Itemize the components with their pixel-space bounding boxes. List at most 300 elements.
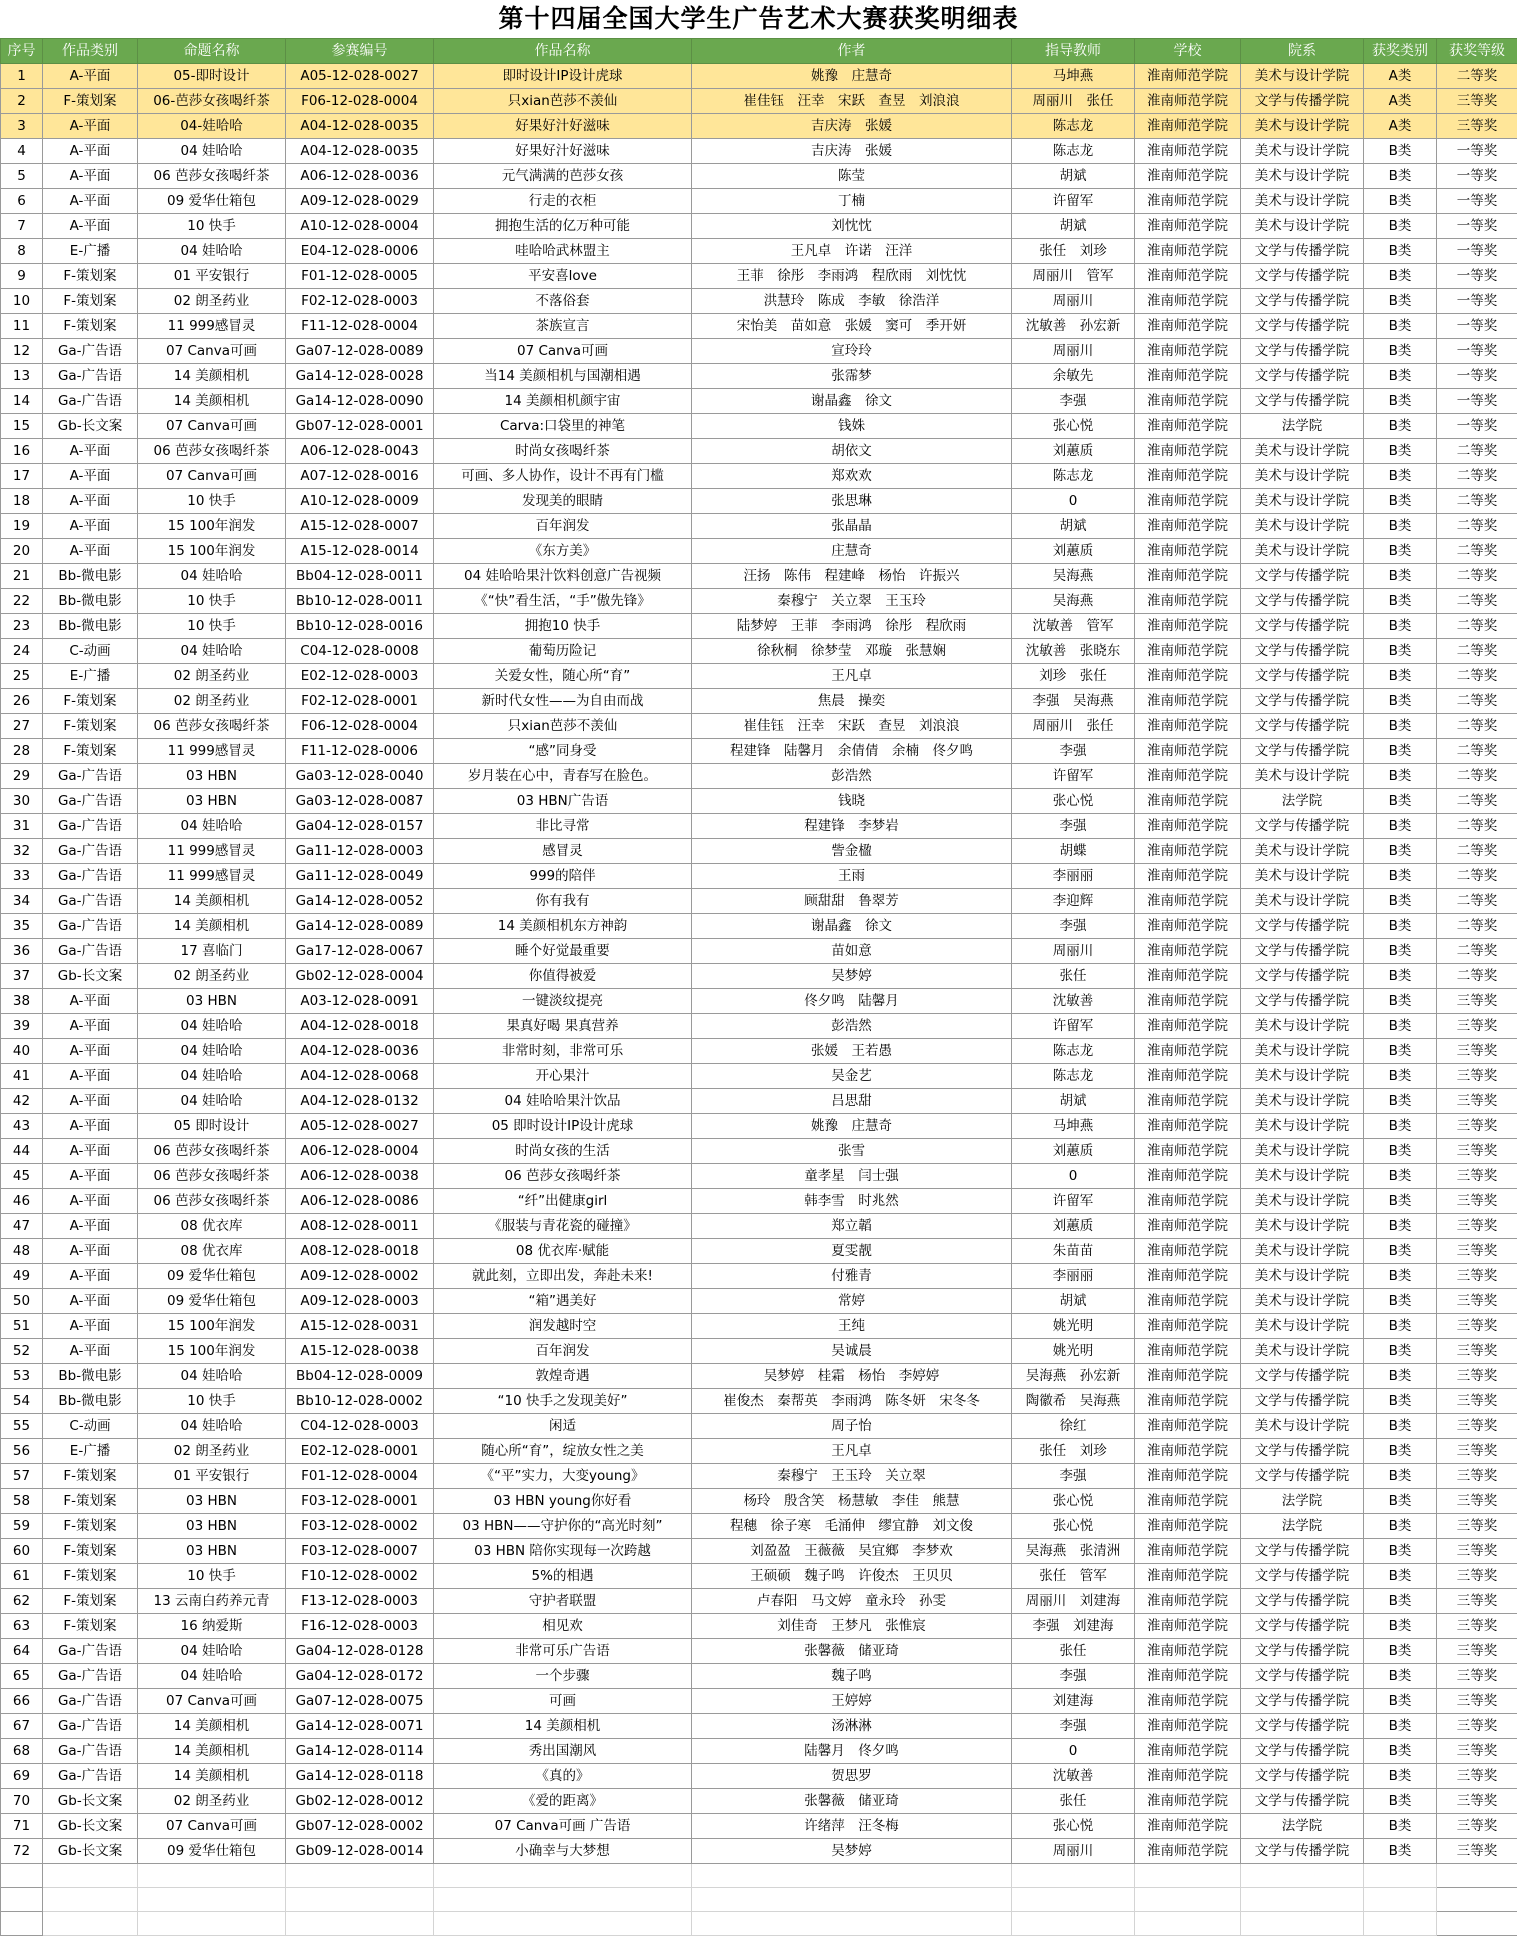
cell-entry-id[interactable]: Bb10-12-028-0016 — [286, 614, 434, 639]
cell-department[interactable]: 美术与设计学院 — [1241, 1114, 1364, 1139]
cell-index[interactable]: 22 — [1, 589, 43, 614]
cell-advisor[interactable]: 张心悦 — [1012, 1514, 1135, 1539]
cell-entry-id[interactable]: A05-12-028-0027 — [286, 64, 434, 89]
cell-entry-id[interactable]: A03-12-028-0091 — [286, 989, 434, 1014]
header-cell-award-level[interactable]: 获奖等级 — [1437, 39, 1517, 64]
cell-award-class[interactable]: B类 — [1364, 1614, 1437, 1639]
cell-advisor[interactable]: 李强 刘建海 — [1012, 1614, 1135, 1639]
cell-category[interactable]: F-策划案 — [43, 1489, 138, 1514]
cell-authors[interactable]: 王硕硕 魏子鸣 许俊杰 王贝贝 — [692, 1564, 1012, 1589]
cell-school[interactable]: 淮南师范学院 — [1135, 239, 1241, 264]
cell-advisor[interactable]: 刘建海 — [1012, 1689, 1135, 1714]
cell-school[interactable]: 淮南师范学院 — [1135, 114, 1241, 139]
cell-school[interactable]: 淮南师范学院 — [1135, 289, 1241, 314]
cell-school[interactable]: 淮南师范学院 — [1135, 1789, 1241, 1814]
cell-index[interactable]: 29 — [1, 764, 43, 789]
cell-award-class[interactable]: B类 — [1364, 689, 1437, 714]
cell-school[interactable]: 淮南师范学院 — [1135, 1589, 1241, 1614]
cell-award-class[interactable]: B类 — [1364, 639, 1437, 664]
cell-work-name[interactable]: 关爱女性，随心所“育” — [434, 664, 692, 689]
cell-award-class[interactable]: B类 — [1364, 1564, 1437, 1589]
cell-entry-id[interactable]: E04-12-028-0006 — [286, 239, 434, 264]
cell-advisor[interactable]: 李强 吴海燕 — [1012, 689, 1135, 714]
cell-award-level[interactable]: 二等奖 — [1437, 889, 1517, 914]
cell-award-class[interactable]: A类 — [1364, 89, 1437, 114]
cell-advisor[interactable]: 周丽川 刘建海 — [1012, 1589, 1135, 1614]
cell-department[interactable]: 文学与传播学院 — [1241, 664, 1364, 689]
cell-work-name[interactable]: 一键淡纹提亮 — [434, 989, 692, 1014]
cell-category[interactable]: A-平面 — [43, 1114, 138, 1139]
cell-entry-id[interactable]: F03-12-028-0007 — [286, 1539, 434, 1564]
cell-school[interactable]: 淮南师范学院 — [1135, 564, 1241, 589]
cell-department[interactable]: 美术与设计学院 — [1241, 1289, 1364, 1314]
cell-award-class[interactable]: B类 — [1364, 914, 1437, 939]
cell-entry-id[interactable]: Bb10-12-028-0011 — [286, 589, 434, 614]
cell-category[interactable]: A-平面 — [43, 539, 138, 564]
cell-index[interactable]: 62 — [1, 1589, 43, 1614]
cell-advisor[interactable]: 许留军 — [1012, 1189, 1135, 1214]
cell-department[interactable]: 法学院 — [1241, 1814, 1364, 1839]
cell-award-level[interactable]: 二等奖 — [1437, 514, 1517, 539]
cell-award-level[interactable]: 三等奖 — [1437, 1714, 1517, 1739]
cell-advisor[interactable]: 李强 — [1012, 1664, 1135, 1689]
cell-work-name[interactable]: 当14 美颜相机与国潮相遇 — [434, 364, 692, 389]
cell-entry-id[interactable]: A06-12-028-0038 — [286, 1164, 434, 1189]
cell-authors[interactable]: 吴梦婷 — [692, 964, 1012, 989]
cell-topic[interactable]: 09 爱华仕箱包 — [138, 1264, 286, 1289]
cell-index[interactable]: 66 — [1, 1689, 43, 1714]
cell-award-class[interactable]: B类 — [1364, 1439, 1437, 1464]
cell-category[interactable]: A-平面 — [43, 214, 138, 239]
cell-work-name[interactable]: 闲适 — [434, 1414, 692, 1439]
cell-category[interactable]: A-平面 — [43, 1189, 138, 1214]
cell-award-level[interactable]: 三等奖 — [1437, 1839, 1517, 1864]
cell-department[interactable]: 文学与传播学院 — [1241, 1689, 1364, 1714]
cell-department[interactable]: 美术与设计学院 — [1241, 764, 1364, 789]
cell-category[interactable]: Gb-长文案 — [43, 414, 138, 439]
cell-advisor[interactable]: 张任 — [1012, 964, 1135, 989]
cell-work-name[interactable]: 秀出国潮风 — [434, 1739, 692, 1764]
cell-work-name[interactable]: 百年润发 — [434, 1339, 692, 1364]
cell-work-name[interactable]: 拥抱10 快手 — [434, 614, 692, 639]
cell-category[interactable]: A-平面 — [43, 1239, 138, 1264]
cell-work-name[interactable]: “10 快手之发现美好” — [434, 1389, 692, 1414]
cell-entry-id[interactable]: Ga03-12-028-0087 — [286, 789, 434, 814]
cell-authors[interactable]: 程建锋 陆馨月 余倩倩 余楠 佟夕鸣 — [692, 739, 1012, 764]
cell-authors[interactable]: 杨玲 殷含笑 杨慧敏 李佳 熊慧 — [692, 1489, 1012, 1514]
cell-advisor[interactable]: 胡蝶 — [1012, 839, 1135, 864]
cell-award-class[interactable]: B类 — [1364, 589, 1437, 614]
cell-advisor[interactable]: 朱苗苗 — [1012, 1239, 1135, 1264]
cell-authors[interactable]: 谢晶鑫 徐文 — [692, 389, 1012, 414]
cell-award-class[interactable]: B类 — [1364, 439, 1437, 464]
cell-index[interactable]: 6 — [1, 189, 43, 214]
cell-award-class[interactable]: B类 — [1364, 164, 1437, 189]
cell-work-name[interactable]: 《真的》 — [434, 1764, 692, 1789]
cell-work-name[interactable]: 润发越时空 — [434, 1314, 692, 1339]
cell-award-class[interactable]: B类 — [1364, 289, 1437, 314]
cell-award-class[interactable]: B类 — [1364, 1414, 1437, 1439]
cell-work-name[interactable]: Carva:口袋里的神笔 — [434, 414, 692, 439]
cell-entry-id[interactable]: A08-12-028-0018 — [286, 1239, 434, 1264]
cell-authors[interactable]: 张媛 王若愚 — [692, 1039, 1012, 1064]
cell-award-class[interactable]: B类 — [1364, 414, 1437, 439]
cell-advisor[interactable]: 陈志龙 — [1012, 114, 1135, 139]
cell-work-name[interactable]: 就此刻，立即出发，奔赴未来! — [434, 1264, 692, 1289]
cell-work-name[interactable]: 14 美颜相机东方神韵 — [434, 914, 692, 939]
cell-work-name[interactable]: 时尚女孩的生活 — [434, 1139, 692, 1164]
cell-award-level[interactable]: 三等奖 — [1437, 1489, 1517, 1514]
cell-topic[interactable]: 11 999感冒灵 — [138, 839, 286, 864]
cell-award-level[interactable]: 三等奖 — [1437, 1239, 1517, 1264]
cell-category[interactable]: A-平面 — [43, 1139, 138, 1164]
empty-cell[interactable] — [692, 1864, 1012, 1888]
cell-department[interactable]: 文学与传播学院 — [1241, 964, 1364, 989]
cell-work-name[interactable]: 茶族宣言 — [434, 314, 692, 339]
cell-advisor[interactable]: 0 — [1012, 489, 1135, 514]
cell-topic[interactable]: 15 100年润发 — [138, 539, 286, 564]
cell-advisor[interactable]: 周丽川 — [1012, 939, 1135, 964]
cell-category[interactable]: Ga-广告语 — [43, 1689, 138, 1714]
cell-authors[interactable]: 王雨 — [692, 864, 1012, 889]
cell-category[interactable]: F-策划案 — [43, 1564, 138, 1589]
cell-department[interactable]: 美术与设计学院 — [1241, 1214, 1364, 1239]
cell-department[interactable]: 文学与传播学院 — [1241, 1589, 1364, 1614]
cell-index[interactable]: 18 — [1, 489, 43, 514]
cell-advisor[interactable]: 李丽丽 — [1012, 864, 1135, 889]
cell-advisor[interactable]: 张任 刘珍 — [1012, 1439, 1135, 1464]
cell-authors[interactable]: 庄慧奇 — [692, 539, 1012, 564]
empty-cell[interactable] — [1, 1912, 43, 1936]
cell-work-name[interactable]: 非比寻常 — [434, 814, 692, 839]
cell-category[interactable]: Ga-广告语 — [43, 389, 138, 414]
cell-index[interactable]: 19 — [1, 514, 43, 539]
cell-topic[interactable]: 04 娃哈哈 — [138, 139, 286, 164]
cell-department[interactable]: 文学与传播学院 — [1241, 89, 1364, 114]
cell-topic[interactable]: 06 芭莎女孩喝纤茶 — [138, 714, 286, 739]
cell-advisor[interactable]: 胡斌 — [1012, 164, 1135, 189]
cell-authors[interactable]: 童孝星 闫士强 — [692, 1164, 1012, 1189]
cell-award-level[interactable]: 二等奖 — [1437, 489, 1517, 514]
cell-work-name[interactable]: 03 HBN 陪你实现每一次跨越 — [434, 1539, 692, 1564]
cell-school[interactable]: 淮南师范学院 — [1135, 1814, 1241, 1839]
cell-index[interactable]: 61 — [1, 1564, 43, 1589]
cell-category[interactable]: Ga-广告语 — [43, 339, 138, 364]
cell-authors[interactable]: 许绪萍 汪冬梅 — [692, 1814, 1012, 1839]
cell-authors[interactable]: 刘佳奇 王梦凡 张惟宸 — [692, 1614, 1012, 1639]
empty-cell[interactable] — [1364, 1912, 1437, 1936]
cell-advisor[interactable]: 陈志龙 — [1012, 1039, 1135, 1064]
cell-work-name[interactable]: 小确幸与大梦想 — [434, 1839, 692, 1864]
cell-school[interactable]: 淮南师范学院 — [1135, 514, 1241, 539]
cell-authors[interactable]: 秦穆宁 王玉玲 关立翠 — [692, 1464, 1012, 1489]
cell-school[interactable]: 淮南师范学院 — [1135, 1239, 1241, 1264]
cell-award-class[interactable]: B类 — [1364, 964, 1437, 989]
cell-index[interactable]: 35 — [1, 914, 43, 939]
cell-topic[interactable]: 06 芭莎女孩喝纤茶 — [138, 1139, 286, 1164]
cell-department[interactable]: 文学与传播学院 — [1241, 689, 1364, 714]
cell-entry-id[interactable]: Ga11-12-028-0003 — [286, 839, 434, 864]
cell-topic[interactable]: 10 快手 — [138, 589, 286, 614]
cell-authors[interactable]: 程建锋 李梦岩 — [692, 814, 1012, 839]
cell-index[interactable]: 5 — [1, 164, 43, 189]
cell-topic[interactable]: 06 芭莎女孩喝纤茶 — [138, 439, 286, 464]
cell-department[interactable]: 美术与设计学院 — [1241, 489, 1364, 514]
empty-cell[interactable] — [1, 1888, 43, 1912]
empty-cell[interactable] — [1364, 1864, 1437, 1888]
cell-department[interactable]: 文学与传播学院 — [1241, 1464, 1364, 1489]
cell-index[interactable]: 13 — [1, 364, 43, 389]
cell-topic[interactable]: 11 999感冒灵 — [138, 864, 286, 889]
cell-advisor[interactable]: 许留军 — [1012, 764, 1135, 789]
cell-topic[interactable]: 03 HBN — [138, 989, 286, 1014]
cell-work-name[interactable]: 08 优衣库·赋能 — [434, 1239, 692, 1264]
cell-index[interactable]: 64 — [1, 1639, 43, 1664]
cell-advisor[interactable]: 张任 管军 — [1012, 1564, 1135, 1589]
cell-authors[interactable]: 秦穆宁 关立翠 王玉玲 — [692, 589, 1012, 614]
cell-category[interactable]: E-广播 — [43, 1439, 138, 1464]
cell-department[interactable]: 文学与传播学院 — [1241, 739, 1364, 764]
cell-department[interactable]: 美术与设计学院 — [1241, 214, 1364, 239]
cell-department[interactable]: 美术与设计学院 — [1241, 114, 1364, 139]
empty-cell[interactable] — [1135, 1864, 1241, 1888]
cell-entry-id[interactable]: Ga14-12-028-0089 — [286, 914, 434, 939]
empty-cell[interactable] — [1012, 1912, 1135, 1936]
cell-entry-id[interactable]: A04-12-028-0035 — [286, 139, 434, 164]
cell-department[interactable]: 美术与设计学院 — [1241, 1164, 1364, 1189]
cell-advisor[interactable]: 胡斌 — [1012, 514, 1135, 539]
cell-work-name[interactable]: 感冒灵 — [434, 839, 692, 864]
cell-authors[interactable]: 陆馨月 佟夕鸣 — [692, 1739, 1012, 1764]
cell-department[interactable]: 美术与设计学院 — [1241, 539, 1364, 564]
cell-school[interactable]: 淮南师范学院 — [1135, 1114, 1241, 1139]
cell-award-level[interactable]: 一等奖 — [1437, 389, 1517, 414]
cell-index[interactable]: 47 — [1, 1214, 43, 1239]
cell-authors[interactable]: 张馨薇 储亚琦 — [692, 1789, 1012, 1814]
cell-award-class[interactable]: B类 — [1364, 1039, 1437, 1064]
empty-cell[interactable] — [434, 1864, 692, 1888]
header-cell-advisor[interactable]: 指导教师 — [1012, 39, 1135, 64]
cell-award-level[interactable]: 一等奖 — [1437, 239, 1517, 264]
cell-advisor[interactable]: 0 — [1012, 1739, 1135, 1764]
cell-department[interactable]: 文学与传播学院 — [1241, 914, 1364, 939]
cell-topic[interactable]: 14 美颜相机 — [138, 914, 286, 939]
cell-department[interactable]: 文学与传播学院 — [1241, 639, 1364, 664]
cell-work-name[interactable]: 14 美颜相机 — [434, 1714, 692, 1739]
cell-authors[interactable]: 洪慧玲 陈成 李敏 徐浩洋 — [692, 289, 1012, 314]
cell-category[interactable]: F-策划案 — [43, 89, 138, 114]
cell-topic[interactable]: 09 爱华仕箱包 — [138, 189, 286, 214]
cell-school[interactable]: 淮南师范学院 — [1135, 939, 1241, 964]
cell-award-class[interactable]: B类 — [1364, 1139, 1437, 1164]
cell-school[interactable]: 淮南师范学院 — [1135, 214, 1241, 239]
cell-entry-id[interactable]: A04-12-028-0018 — [286, 1014, 434, 1039]
cell-advisor[interactable]: 李强 — [1012, 389, 1135, 414]
cell-topic[interactable]: 07 Canva可画 — [138, 1814, 286, 1839]
cell-department[interactable]: 文学与传播学院 — [1241, 1839, 1364, 1864]
cell-work-name[interactable]: 只xian芭莎不羡仙 — [434, 89, 692, 114]
cell-entry-id[interactable]: Gb09-12-028-0014 — [286, 1839, 434, 1864]
cell-school[interactable]: 淮南师范学院 — [1135, 1389, 1241, 1414]
cell-category[interactable]: E-广播 — [43, 664, 138, 689]
cell-category[interactable]: F-策划案 — [43, 289, 138, 314]
cell-school[interactable]: 淮南师范学院 — [1135, 1514, 1241, 1539]
cell-school[interactable]: 淮南师范学院 — [1135, 1214, 1241, 1239]
cell-entry-id[interactable]: A06-12-028-0036 — [286, 164, 434, 189]
cell-index[interactable]: 4 — [1, 139, 43, 164]
cell-advisor[interactable]: 吴海燕 孙宏新 — [1012, 1364, 1135, 1389]
cell-department[interactable]: 文学与传播学院 — [1241, 1789, 1364, 1814]
cell-category[interactable]: Bb-微电影 — [43, 614, 138, 639]
cell-index[interactable]: 3 — [1, 114, 43, 139]
cell-award-class[interactable]: B类 — [1364, 1064, 1437, 1089]
cell-index[interactable]: 70 — [1, 1789, 43, 1814]
empty-cell[interactable] — [1241, 1912, 1364, 1936]
cell-award-class[interactable]: B类 — [1364, 889, 1437, 914]
cell-topic[interactable]: 02 朗圣药业 — [138, 664, 286, 689]
cell-award-level[interactable]: 二等奖 — [1437, 764, 1517, 789]
cell-department[interactable]: 文学与传播学院 — [1241, 1664, 1364, 1689]
cell-department[interactable]: 文学与传播学院 — [1241, 1764, 1364, 1789]
cell-work-name[interactable]: 非常可乐广告语 — [434, 1639, 692, 1664]
empty-cell[interactable] — [1241, 1888, 1364, 1912]
cell-authors[interactable]: 吴金艺 — [692, 1064, 1012, 1089]
cell-award-level[interactable]: 三等奖 — [1437, 1689, 1517, 1714]
cell-department[interactable]: 文学与传播学院 — [1241, 1389, 1364, 1414]
cell-award-class[interactable]: B类 — [1364, 714, 1437, 739]
cell-award-class[interactable]: B类 — [1364, 1664, 1437, 1689]
cell-award-class[interactable]: B类 — [1364, 864, 1437, 889]
cell-index[interactable]: 11 — [1, 314, 43, 339]
cell-award-class[interactable]: B类 — [1364, 1489, 1437, 1514]
cell-school[interactable]: 淮南师范学院 — [1135, 89, 1241, 114]
cell-index[interactable]: 25 — [1, 664, 43, 689]
cell-index[interactable]: 48 — [1, 1239, 43, 1264]
cell-department[interactable]: 文学与传播学院 — [1241, 1439, 1364, 1464]
cell-topic[interactable]: 09 爱华仕箱包 — [138, 1839, 286, 1864]
cell-index[interactable]: 31 — [1, 814, 43, 839]
cell-award-level[interactable]: 三等奖 — [1437, 1564, 1517, 1589]
cell-authors[interactable]: 张霈梦 — [692, 364, 1012, 389]
cell-index[interactable]: 32 — [1, 839, 43, 864]
cell-advisor[interactable]: 许留军 — [1012, 189, 1135, 214]
cell-topic[interactable]: 04 娃哈哈 — [138, 1639, 286, 1664]
cell-school[interactable]: 淮南师范学院 — [1135, 339, 1241, 364]
cell-work-name[interactable]: 果真好喝 果真营养 — [434, 1014, 692, 1039]
cell-award-level[interactable]: 三等奖 — [1437, 1364, 1517, 1389]
cell-department[interactable]: 文学与传播学院 — [1241, 339, 1364, 364]
cell-entry-id[interactable]: Ga14-12-028-0118 — [286, 1764, 434, 1789]
cell-entry-id[interactable]: A06-12-028-0086 — [286, 1189, 434, 1214]
cell-work-name[interactable]: 07 Canva可画 — [434, 339, 692, 364]
cell-award-level[interactable]: 一等奖 — [1437, 139, 1517, 164]
empty-cell[interactable] — [692, 1912, 1012, 1936]
cell-award-class[interactable]: B类 — [1364, 314, 1437, 339]
cell-work-name[interactable]: 敦煌奇遇 — [434, 1364, 692, 1389]
cell-work-name[interactable]: 非常时刻，非常可乐 — [434, 1039, 692, 1064]
cell-index[interactable]: 65 — [1, 1664, 43, 1689]
cell-category[interactable]: A-平面 — [43, 139, 138, 164]
cell-award-level[interactable]: 二等奖 — [1437, 814, 1517, 839]
cell-category[interactable]: A-平面 — [43, 989, 138, 1014]
cell-authors[interactable]: 张思琳 — [692, 489, 1012, 514]
cell-topic[interactable]: 14 美颜相机 — [138, 364, 286, 389]
cell-topic[interactable]: 03 HBN — [138, 764, 286, 789]
cell-category[interactable]: Ga-广告语 — [43, 914, 138, 939]
cell-advisor[interactable]: 李强 — [1012, 914, 1135, 939]
cell-index[interactable]: 55 — [1, 1414, 43, 1439]
cell-entry-id[interactable]: Ga07-12-028-0075 — [286, 1689, 434, 1714]
cell-advisor[interactable]: 张心悦 — [1012, 1814, 1135, 1839]
cell-department[interactable]: 文学与传播学院 — [1241, 614, 1364, 639]
cell-school[interactable]: 淮南师范学院 — [1135, 814, 1241, 839]
cell-category[interactable]: F-策划案 — [43, 1539, 138, 1564]
cell-department[interactable]: 美术与设计学院 — [1241, 1314, 1364, 1339]
cell-award-level[interactable]: 一等奖 — [1437, 289, 1517, 314]
cell-advisor[interactable]: 陈志龙 — [1012, 1064, 1135, 1089]
cell-topic[interactable]: 15 100年润发 — [138, 514, 286, 539]
cell-topic[interactable]: 01 平安银行 — [138, 1464, 286, 1489]
cell-advisor[interactable]: 沈敏善 张晓东 — [1012, 639, 1135, 664]
cell-work-name[interactable]: 即时设计IP设计虎球 — [434, 64, 692, 89]
cell-topic[interactable]: 10 快手 — [138, 1564, 286, 1589]
cell-department[interactable]: 美术与设计学院 — [1241, 64, 1364, 89]
cell-work-name[interactable]: 睡个好觉最重要 — [434, 939, 692, 964]
cell-school[interactable]: 淮南师范学院 — [1135, 1014, 1241, 1039]
cell-award-class[interactable]: B类 — [1364, 764, 1437, 789]
cell-award-class[interactable]: B类 — [1364, 989, 1437, 1014]
cell-index[interactable]: 63 — [1, 1614, 43, 1639]
cell-topic[interactable]: 14 美颜相机 — [138, 1714, 286, 1739]
cell-authors[interactable]: 卢春阳 马文婷 童永玲 孙雯 — [692, 1589, 1012, 1614]
cell-entry-id[interactable]: Ga04-12-028-0157 — [286, 814, 434, 839]
cell-entry-id[interactable]: A15-12-028-0031 — [286, 1314, 434, 1339]
cell-award-class[interactable]: B类 — [1364, 1164, 1437, 1189]
cell-entry-id[interactable]: F13-12-028-0003 — [286, 1589, 434, 1614]
cell-topic[interactable]: 05 即时设计 — [138, 1114, 286, 1139]
cell-category[interactable]: F-策划案 — [43, 264, 138, 289]
cell-category[interactable]: C-动画 — [43, 639, 138, 664]
cell-school[interactable]: 淮南师范学院 — [1135, 764, 1241, 789]
cell-entry-id[interactable]: A08-12-028-0011 — [286, 1214, 434, 1239]
cell-work-name[interactable]: 百年润发 — [434, 514, 692, 539]
cell-topic[interactable]: 02 朗圣药业 — [138, 689, 286, 714]
cell-department[interactable]: 美术与设计学院 — [1241, 889, 1364, 914]
cell-work-name[interactable]: “感”同身受 — [434, 739, 692, 764]
cell-category[interactable]: Ga-广告语 — [43, 1739, 138, 1764]
cell-work-name[interactable]: 05 即时设计IP设计虎球 — [434, 1114, 692, 1139]
cell-award-class[interactable]: B类 — [1364, 839, 1437, 864]
cell-work-name[interactable]: 行走的衣柜 — [434, 189, 692, 214]
cell-work-name[interactable]: 可画 — [434, 1689, 692, 1714]
header-cell-work-name[interactable]: 作品名称 — [434, 39, 692, 64]
cell-award-class[interactable]: B类 — [1364, 1114, 1437, 1139]
cell-award-class[interactable]: B类 — [1364, 1314, 1437, 1339]
cell-school[interactable]: 淮南师范学院 — [1135, 1064, 1241, 1089]
cell-school[interactable]: 淮南师范学院 — [1135, 1614, 1241, 1639]
cell-index[interactable]: 45 — [1, 1164, 43, 1189]
cell-department[interactable]: 美术与设计学院 — [1241, 1264, 1364, 1289]
cell-entry-id[interactable]: A15-12-028-0007 — [286, 514, 434, 539]
cell-entry-id[interactable]: F06-12-028-0004 — [286, 714, 434, 739]
cell-award-level[interactable]: 三等奖 — [1437, 1039, 1517, 1064]
cell-entry-id[interactable]: Gb07-12-028-0002 — [286, 1814, 434, 1839]
cell-index[interactable]: 8 — [1, 239, 43, 264]
cell-index[interactable]: 27 — [1, 714, 43, 739]
empty-cell[interactable] — [692, 1888, 1012, 1912]
cell-award-level[interactable]: 三等奖 — [1437, 1339, 1517, 1364]
cell-work-name[interactable]: 不落俗套 — [434, 289, 692, 314]
